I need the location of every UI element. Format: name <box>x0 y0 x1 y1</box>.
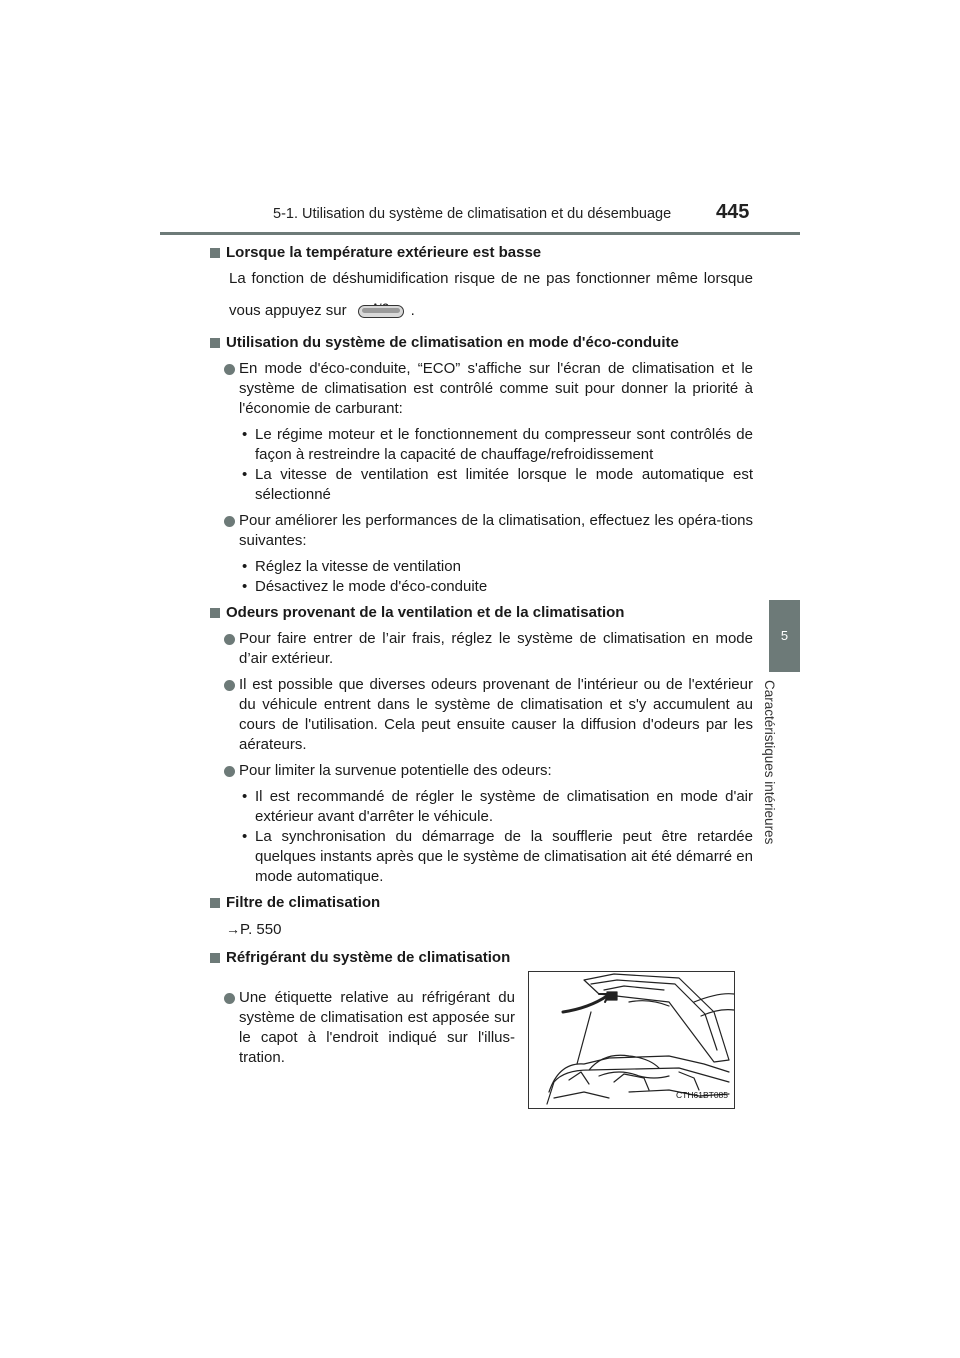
bullet-item <box>210 761 753 781</box>
paragraph-text: La fonction de déshumidification risque de ne pas fonctionner même lorsque vous appuyez sur <box>229 270 753 319</box>
bullet-text: Une étiquette relative au réfrigérant du système de climatisation est apposée sur le capot à l'endroit indiqué sur l'illus-tration. <box>239 989 515 1066</box>
sub-item-text: Désactivez le mode d'éco-conduite <box>255 578 488 595</box>
hood-illustration <box>528 971 735 1109</box>
page-reference[interactable] <box>226 919 753 940</box>
bullet-text: Pour limiter la survenue potentielle des odeurs: <box>239 762 552 779</box>
chapter-label-wrap <box>762 680 795 860</box>
bullet-item <box>210 988 515 1068</box>
sub-item-text: La vitesse de ventilation est limitée lorsque le mode automatique est sélectionné <box>255 466 753 503</box>
square-bullet-icon <box>210 608 220 618</box>
header-rule <box>160 232 800 235</box>
section-title <box>210 243 753 263</box>
sub-item: • Il est recommandé de régler le système de climatisation en mode d'air extérieur avant d'arrêter le véhicule. <box>242 788 753 825</box>
sub-item: • Réglez la vitesse de ventilation <box>242 558 461 575</box>
square-bullet-icon <box>210 953 220 963</box>
square-bullet-icon <box>210 338 220 348</box>
round-bullet-icon <box>224 364 235 375</box>
bullet-item <box>210 675 753 755</box>
page-content <box>210 243 753 1124</box>
section-title <box>210 948 753 968</box>
sub-item-text: Il est recommandé de régler le système de climatisation en mode d'air extérieur avant d'arrêter le véhicule. <box>255 788 753 825</box>
bullet-text: En mode d'éco-conduite, “ECO” s'affiche sur l'écran de climatisation et le système de climatisation est contrôlé comme suit pour donner la priorité à l'économie de carburant: <box>239 360 753 417</box>
header-title: 5-1. Utilisation du système de climatisation et du désembuage <box>273 206 672 222</box>
chapter-label: Caractéristiques intérieures <box>762 680 777 845</box>
round-bullet-icon <box>224 680 235 691</box>
sub-item: • Désactivez le mode d'éco-conduite <box>242 578 488 595</box>
sub-list <box>210 557 753 597</box>
sub-list <box>210 425 753 505</box>
sub-item: • Le régime moteur et le fonctionnement du compresseur sont contrôlés de façon à restreindre la capacité de chauffage/refroidissement <box>242 426 753 463</box>
section-title-text: Utilisation du système de climatisation en mode d'éco-conduite <box>226 334 679 351</box>
bullet-item <box>210 511 753 551</box>
section-title <box>210 333 753 353</box>
bullet-text: Pour faire entrer de l’air frais, réglez le système de climatisation en mode d’air extérieur. <box>239 630 753 667</box>
arrow-right-icon: → <box>226 921 240 937</box>
sub-item-text: Réglez la vitesse de ventilation <box>255 558 461 575</box>
section-title <box>210 603 753 623</box>
sub-item: • La vitesse de ventilation est limitée lorsque le mode automatique est sélectionné <box>242 466 753 503</box>
paragraph-end: . <box>410 302 415 319</box>
sub-list <box>210 787 753 887</box>
square-bullet-icon <box>210 898 220 908</box>
page-number: 445 <box>716 201 750 223</box>
bullet-text: Il est possible que diverses odeurs provenant de l'intérieur ou de l'extérieur du véhicule entrent dans le système de climatisation et s'y accumulent au cours de l'utilisation. Cela peut ensuite causer la diffusion d'odeurs par les aérateurs. <box>239 676 753 753</box>
figure-code: CTH61BT085 <box>676 1090 728 1100</box>
paragraph <box>229 263 753 327</box>
ac-button-icon <box>355 299 407 321</box>
round-bullet-icon <box>224 516 235 527</box>
bullet-item <box>210 629 753 669</box>
section-title-text: Réfrigérant du système de climatisation <box>226 949 511 966</box>
sub-item-text: La synchronisation du démarrage de la soufflerie peut être retardée quelques instants après que le système de climatisation ait été démarré en mode automatique. <box>255 828 753 885</box>
square-bullet-icon <box>210 248 220 258</box>
page-reference-text[interactable]: P. 550 <box>240 921 282 938</box>
section-title <box>210 893 753 913</box>
section-title-text: Odeurs provenant de la ventilation et de la climatisation <box>226 604 625 621</box>
round-bullet-icon <box>224 766 235 777</box>
section-title-text: Filtre de climatisation <box>226 894 381 911</box>
sub-item-text: Le régime moteur et le fonctionnement du compresseur sont contrôlés de façon à restreindre la capacité de chauffage/refroidissement <box>255 426 753 463</box>
refrigerant-block <box>210 974 753 1124</box>
bullet-text: Pour améliorer les performances de la climatisation, effectuez les opéra-tions suivantes: <box>239 512 753 549</box>
round-bullet-icon <box>224 993 235 1004</box>
round-bullet-icon <box>224 634 235 645</box>
sub-item: • La synchronisation du démarrage de la soufflerie peut être retardée quelques instants après que le système de climatisation ait été démarré en mode automatique. <box>242 828 753 885</box>
section-title-text: Lorsque la température extérieure est basse <box>226 244 542 261</box>
chapter-number: 5 <box>780 628 789 643</box>
bullet-item <box>210 359 753 419</box>
